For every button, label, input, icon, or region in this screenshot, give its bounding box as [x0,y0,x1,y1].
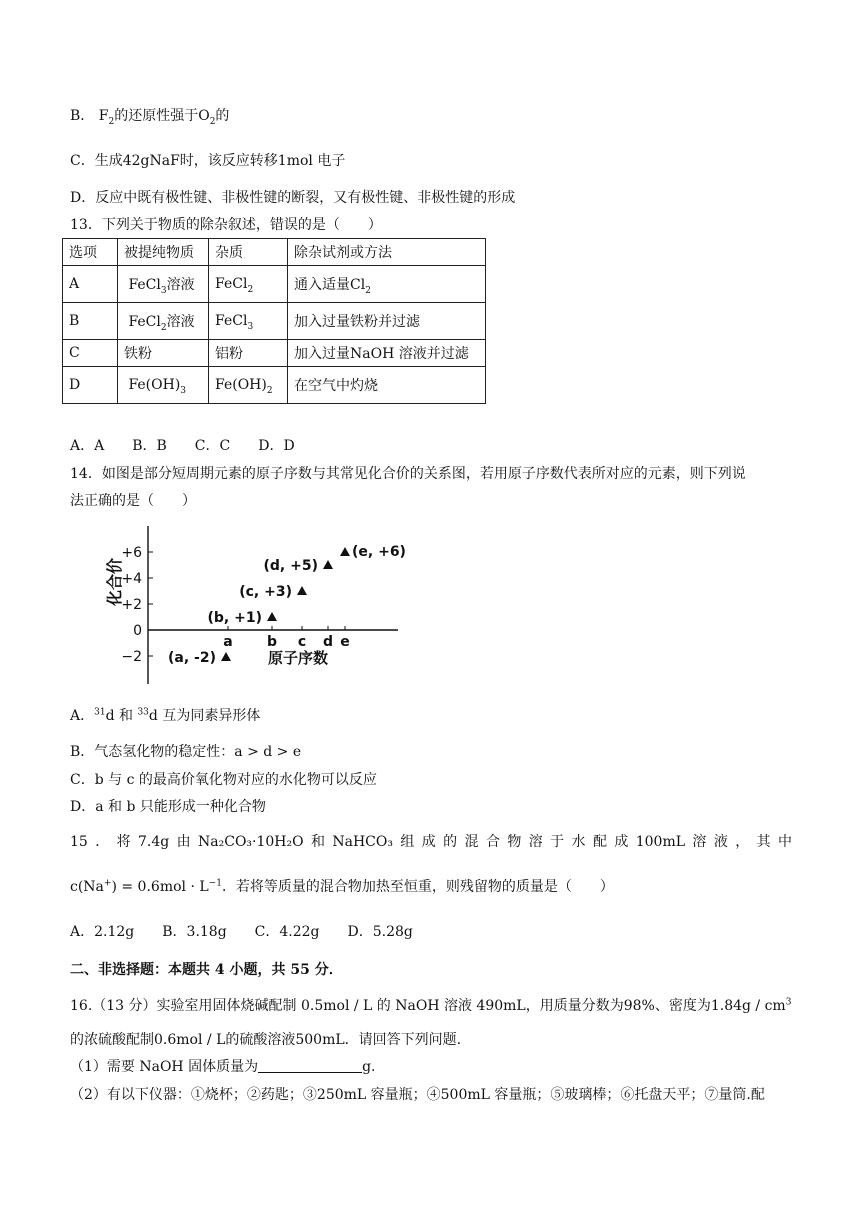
method-cell: 通入适量$Cl_2$ [288,266,486,303]
q12-option-b: B． $F_2$的还原性强于$O_2$的 [70,108,230,127]
target-cell: FeCl$_3$溶液 [118,266,209,303]
table-header: 除杂试剂或方法 [288,239,486,266]
y-tick-label: +2 [121,597,142,613]
y-tick-label: +6 [121,545,142,561]
q13-stem: 13．下列关于物质的除杂叙述，错误的是（ ） [70,217,382,233]
x-tick-label: a [223,634,233,650]
option-cell: A [63,266,118,303]
q14-option-c: C．b 与 c 的最高价氧化物对应的水化物可以反应 [70,772,377,788]
q12-option-d: D．反应中既有极性键、非极性键的断裂，又有极性键、非极性键的形成 [70,190,516,206]
data-point-label: (a, -2) [168,650,216,666]
method-cell: 加入过量NaOH 溶液并过滤 [288,340,486,367]
q12-option-c: C．生成42gNaF时，该反应转移1mol 电子 [70,153,346,169]
data-point-marker [297,586,307,595]
impurity-cell: FeCl$_3$ [209,303,288,340]
table-header: 选项 [63,239,118,266]
valence-chart [90,518,410,690]
q16-line2: 的浓硫酸配制0.6mol / L的硫酸溶液500mL．请回答下列问题. [70,1032,462,1048]
data-point-label: (b, +1) [207,610,262,626]
y-tick-label: +4 [121,571,142,587]
option-cell: C [63,340,118,367]
y-tick-label: −2 [121,649,142,665]
q14-option-b: B．气态氢化物的稳定性：a > d > e [70,744,302,760]
q14-option-a: A．$^{31}$d 和 $^{33}$d 互为同素异形体 [70,707,261,724]
q14-stem-line1: 14．如图是部分短周期元素的原子序数与其常见化合价的关系图，若用原子序数代表所对应的元素，则下列说 [70,466,746,482]
target-cell: $Fe(OH)_3$ [118,367,209,404]
data-point-label: (c, +3) [239,584,292,600]
target-cell: FeCl$_2$溶液 [118,303,209,340]
q15-choices: A．2.12g B．3.18g C．4.22g D．5.28g [70,924,413,940]
x-tick-label: c [297,634,307,650]
table-row [63,303,486,340]
x-tick-label: e [340,634,350,650]
impurity-cell: 铝粉 [209,340,288,367]
q16-line1: 16.（13 分）实验室用固体烧碱配制 0.5mol / L 的 NaOH 溶液 490mL，用质量分数为98%、密度为$1.84g / cm^3$ [70,997,792,1014]
table-row [63,340,486,367]
answer-blank[interactable] [258,1058,362,1073]
y-axis-label: 化合价 [105,557,124,607]
table-row [63,266,486,303]
q14-option-d: D．a 和 b 只能形成一种化合物 [70,799,266,815]
data-point-label: (e, +6) [352,544,406,560]
section-title: 二、非选择题：本题共 4 小题，共 55 分． [70,962,343,978]
option-cell: B [63,303,118,340]
x-axis-label: 原子序数 [268,649,329,667]
q15-line2: $c(Na^+) = 0.6mol \cdot L^{-1}$．若将等质量的混合物加热至恒重，则残留物的质量是（ ） [70,878,614,895]
data-point-marker [340,547,350,556]
data-point-marker [323,560,333,569]
target-cell: 铁粉 [118,340,209,367]
q13-choices: A．A B．B C．C D．D [70,438,295,454]
q13-table [62,238,486,404]
q15-line1: 15．将7.4g由Na₂CO₃·10H₂O和NaHCO₃组成的混合物溶于水配成100mL溶液，其中 [70,834,792,850]
data-point-label: (d, +5) [263,558,318,574]
q14-stem-line2: 法正确的是（ ） [70,493,196,509]
q16-sub1: （1）需要 NaOH 固体质量为 g. [70,1059,376,1075]
data-point-marker [221,652,231,661]
method-cell: 在空气中灼烧 [288,367,486,404]
x-tick-label: d [322,634,334,650]
method-cell: 加入过量铁粉并过滤 [288,303,486,340]
data-point-marker [267,612,277,621]
table-header: 被提纯物质 [118,239,209,266]
impurity-cell: $Fe(OH)_2$ [209,367,288,404]
impurity-cell: FeCl$_2$ [209,266,288,303]
table-header: 杂质 [209,239,288,266]
table-header-row [63,239,486,266]
table-row [63,367,486,404]
option-cell: D [63,367,118,404]
x-tick-label: b [266,634,278,650]
q16-sub2: （2）有以下仪器：①烧杯；②药匙；③250mL 容量瓶；④500mL 容量瓶；⑤玻璃棒；⑥托盘天平；⑦量筒.配 [70,1087,765,1103]
y-tick-label: 0 [133,623,142,639]
